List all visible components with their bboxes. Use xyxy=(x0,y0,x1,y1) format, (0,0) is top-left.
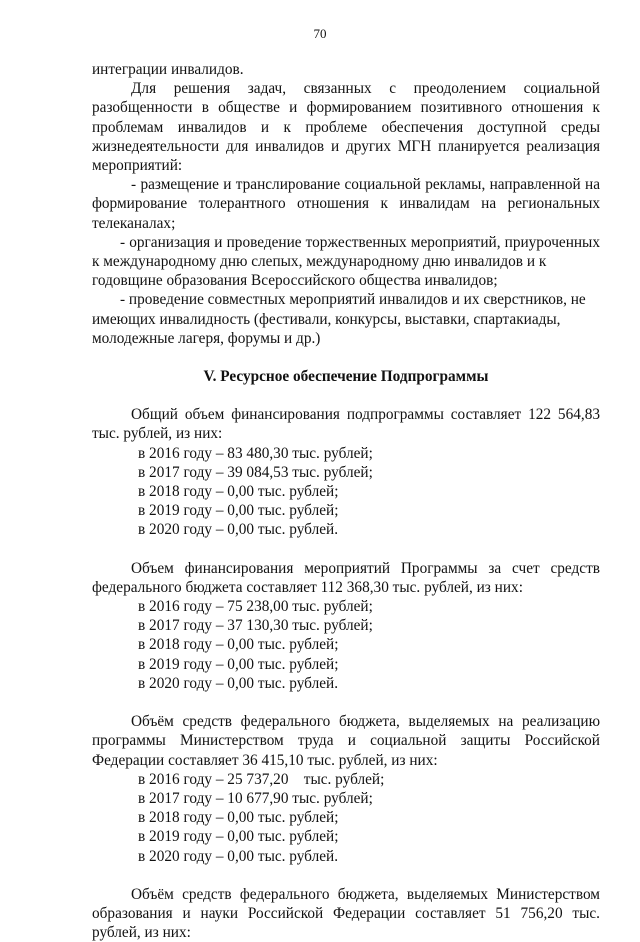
text-line: интеграции инвалидов. xyxy=(92,61,244,78)
text-line: жизнедеятельности для инвалидов и других МГН планируется реализация xyxy=(92,137,600,155)
text-line: - проведение совместных мероприятий инвалидов и их сверстников, не xyxy=(120,291,586,309)
text-line: - организация и проведение торжественных мероприятий, приуроченных xyxy=(120,233,600,251)
list-item: в 2018 году – 0,00 тыс. рублей; xyxy=(138,483,339,501)
text-line: Для решения задач, связанных с преодолением социальной xyxy=(131,80,600,98)
list-item: в 2017 году – 37 130,30 тыс. рублей; xyxy=(138,617,373,635)
text-line: телеканалах; xyxy=(92,214,176,232)
text-line: Объем финансирования мероприятий Программы за счет средств xyxy=(131,559,600,577)
text-line: Общий объем финансирования подпрограммы составляет 122 564,83 xyxy=(131,406,600,424)
text-line: образования и науки Российской Федерации составляет 51 756,20 тыс. xyxy=(92,904,600,922)
text-line: тыс. рублей, из них: xyxy=(92,425,223,443)
text-line: формирование толерантного отношения к инвалидам на региональных xyxy=(92,195,600,213)
list-item: в 2016 году – 83 480,30 тыс. рублей; xyxy=(138,444,373,462)
text-line: рублей, из них: xyxy=(92,924,191,942)
list-item: в 2019 году – 0,00 тыс. рублей; xyxy=(138,502,339,520)
text-line: федерального бюджета составляет 112 368,30 тыс. рублей, из них: xyxy=(92,578,523,596)
text-line: программы Министерством труда и социальной защиты Российской xyxy=(92,732,600,750)
list-item: в 2019 году – 0,00 тыс. рублей; xyxy=(138,655,339,673)
text-line: молодежные лагеря, форумы и др.) xyxy=(92,329,321,347)
text-line: мероприятий: xyxy=(92,157,183,175)
section-heading: V. Ресурсное обеспечение Подпрограммы xyxy=(203,368,489,386)
text-line: разобщенности в обществе и формированием позитивного отношения к xyxy=(92,99,600,117)
list-item: в 2018 году – 0,00 тыс. рублей; xyxy=(138,809,339,827)
document-body xyxy=(92,60,600,942)
text-line: - размещение и транслирование социальной рекламы, направленной на xyxy=(131,176,600,194)
list-item: в 2018 году – 0,00 тыс. рублей; xyxy=(138,636,339,654)
text-line: имеющих инвалидность (фестивали, конкурсы, выставки, спартакиады, xyxy=(92,310,561,328)
list-item: в 2020 году – 0,00 тыс. рублей. xyxy=(138,847,339,865)
list-item: в 2020 году – 0,00 тыс. рублей. xyxy=(138,674,339,692)
text-line: годовщине образования Всероссийского общества инвалидов; xyxy=(92,272,498,290)
text-line: Объём средств федерального бюджета, выделяемых на реализацию xyxy=(131,713,600,731)
text-line: к международному дню слепых, международному дню инвалидов и к xyxy=(92,253,547,271)
list-item: в 2017 году – 10 677,90 тыс. рублей; xyxy=(138,789,373,807)
text-line: Объём средств федерального бюджета, выделяемых Министерством xyxy=(131,885,600,903)
text-line: проблемам инвалидов и к проблеме обеспечения доступной среды xyxy=(92,118,600,136)
page-number: 70 xyxy=(313,26,327,41)
list-item: в 2020 году – 0,00 тыс. рублей. xyxy=(138,521,339,539)
list-item: в 2016 году – 75 238,00 тыс. рублей; xyxy=(138,598,373,616)
list-item: в 2017 году – 39 084,53 тыс. рублей; xyxy=(138,463,373,481)
text-line: Федерации составляет 36 415,10 тыс. рублей, из них: xyxy=(92,751,438,769)
list-item: в 2016 году – 25 737,20 тыс. рублей; xyxy=(138,770,385,788)
list-item: в 2019 году – 0,00 тыс. рублей; xyxy=(138,828,339,846)
